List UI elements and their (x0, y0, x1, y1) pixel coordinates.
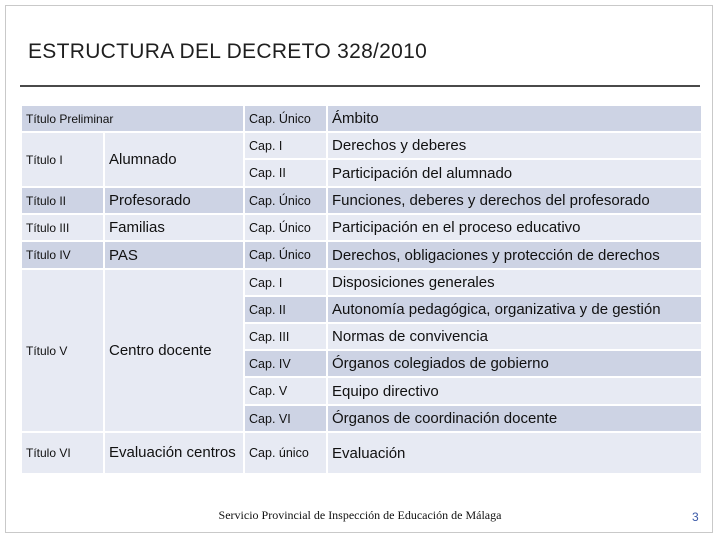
titulo-label: Título I (21, 132, 104, 187)
content-cell: Participación en el proceso educativo (327, 214, 702, 241)
chapter-cell: Cap. V (244, 377, 327, 405)
chapter-cell: Cap. único (244, 432, 327, 474)
titulo-name: Familias (104, 214, 244, 241)
chapter-cell: Cap. Único (244, 241, 327, 269)
table-row (21, 214, 702, 241)
content-cell: Disposiciones generales (327, 269, 702, 296)
content-cell: Órganos de coordinación docente (327, 405, 702, 432)
slide-title: ESTRUCTURA DEL DECRETO 328/2010 (28, 40, 428, 63)
chapter-cell: Cap. I (244, 132, 327, 159)
table-row (21, 132, 702, 159)
page-number: 3 (692, 510, 699, 524)
chapter-cell: Cap. Único (244, 187, 327, 214)
titulo-label: Título III (21, 214, 104, 241)
chapter-cell: Cap. VI (244, 405, 327, 432)
titulo-name: Profesorado (104, 187, 244, 214)
titulo-label: Título VI (21, 432, 104, 474)
content-cell: Ámbito (327, 105, 702, 132)
content-cell: Derechos y deberes (327, 132, 702, 159)
decree-structure-table (20, 104, 703, 475)
content-cell: Evaluación (327, 432, 702, 474)
table-row (21, 269, 702, 296)
table-row (21, 432, 702, 474)
titulo-name: Centro docente (104, 269, 244, 432)
title-underline (20, 85, 700, 87)
titulo-label: Título II (21, 187, 104, 214)
content-cell: Normas de convivencia (327, 323, 702, 350)
table-row (21, 187, 702, 214)
content-cell: Autonomía pedagógica, organizativa y de gestión (327, 296, 702, 323)
chapter-cell: Cap. Único (244, 105, 327, 132)
titulo-label: Título V (21, 269, 104, 432)
content-cell: Equipo directivo (327, 377, 702, 405)
chapter-cell: Cap. II (244, 296, 327, 323)
footer-text: Servicio Provincial de Inspección de Educación de Málaga (218, 508, 502, 522)
content-cell: Funciones, deberes y derechos del profesorado (327, 187, 702, 214)
titulo-label: Título IV (21, 241, 104, 269)
content-cell: Órganos colegiados de gobierno (327, 350, 702, 377)
chapter-cell: Cap. II (244, 159, 327, 187)
table-row (21, 241, 702, 269)
titulo-name: PAS (104, 241, 244, 269)
content-cell: Participación del alumnado (327, 159, 702, 187)
table-row (21, 105, 702, 132)
titulo-name: Evaluación centros (104, 432, 244, 474)
titulo-preliminar-label: Título Preliminar (21, 105, 244, 132)
chapter-cell: Cap. III (244, 323, 327, 350)
chapter-cell: Cap. I (244, 269, 327, 296)
chapter-cell: Cap. IV (244, 350, 327, 377)
chapter-cell: Cap. Único (244, 214, 327, 241)
titulo-name: Alumnado (104, 132, 244, 187)
content-cell: Derechos, obligaciones y protección de derechos (327, 241, 702, 269)
